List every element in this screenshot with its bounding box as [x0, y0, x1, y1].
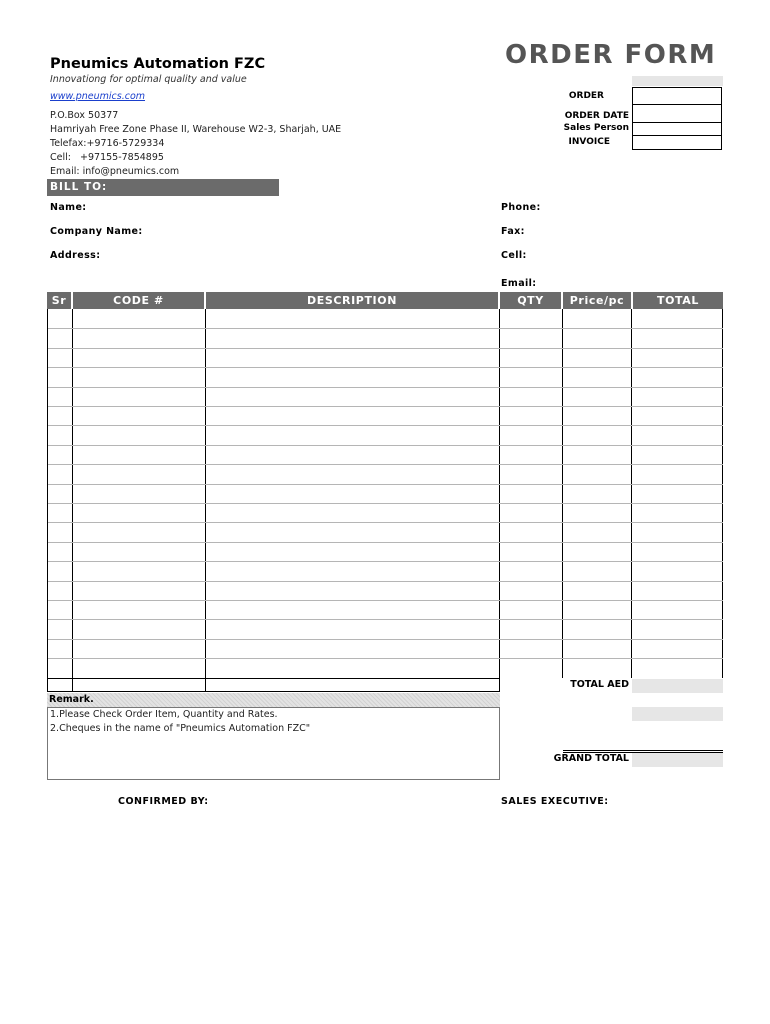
table-row-divider — [48, 387, 723, 388]
column-header-description: DESCRIPTION — [206, 292, 498, 309]
table-row-divider — [48, 464, 723, 465]
company-name: Pneumics Automation FZC — [50, 56, 266, 72]
table-row-divider — [48, 561, 723, 562]
table-row-divider — [48, 581, 723, 582]
column-header-qty: QTY — [500, 292, 561, 309]
company-website-link[interactable]: www.pneumics.com — [50, 91, 146, 102]
column-header-total: TOTAL — [633, 292, 723, 309]
fax-label: Fax: — [501, 226, 525, 237]
order-label: ORDER — [568, 91, 604, 101]
grand-total-label: GRAND TOTAL — [553, 753, 629, 764]
company-name-label: Company Name: — [50, 226, 143, 237]
remark-line-2: 2.Cheques in the name of "Pneumics Automation FZC" — [50, 723, 311, 734]
table-row-divider — [48, 367, 723, 368]
order-date-label: ORDER DATE — [564, 111, 629, 121]
table-row-divider — [48, 484, 723, 485]
form-title: ORDER FORM — [505, 40, 717, 70]
table-row-divider — [48, 406, 723, 407]
table-row-divider — [48, 348, 723, 349]
table-row-divider — [48, 658, 723, 659]
table-row-divider — [48, 619, 723, 620]
order-number-field[interactable] — [632, 87, 722, 105]
phone-label: Phone: — [501, 202, 541, 213]
table-row-divider — [48, 328, 723, 329]
table-row-divider — [48, 445, 723, 446]
column-header-code: CODE # — [73, 292, 204, 309]
sales-executive-label: SALES EXECUTIVE: — [501, 796, 609, 807]
address-pobox: P.O.Box 50377 — [50, 110, 119, 121]
name-label: Name: — [50, 202, 87, 213]
table-row-divider — [48, 503, 723, 504]
bill-to-header: BILL TO: — [47, 179, 279, 196]
total-aed-label: TOTAL AED — [570, 679, 629, 690]
table-row-divider — [48, 522, 723, 523]
order-date-field[interactable] — [632, 104, 722, 123]
sales-person-field[interactable] — [632, 122, 722, 136]
order-items-table[interactable] — [47, 309, 723, 692]
address-email: Email: info@pneumics.com — [50, 166, 180, 177]
address-location: Hamriyah Free Zone Phase II, Warehouse W2-3, Sharjah, UAE — [50, 124, 342, 135]
confirmed-by-label: CONFIRMED BY: — [118, 796, 209, 807]
title-underbar — [632, 76, 723, 86]
email-label: Email: — [501, 278, 537, 289]
address-cell: Cell: +97155-7854895 — [50, 152, 164, 163]
subtotal-extra-value[interactable] — [632, 707, 723, 721]
column-header-sr: Sr — [47, 292, 71, 309]
remark-header: Remark. — [47, 693, 500, 707]
grand-total-value[interactable] — [632, 753, 723, 767]
remark-line-1: 1.Please Check Order Item, Quantity and Rates. — [50, 709, 278, 720]
table-row-divider — [48, 425, 723, 426]
total-aed-value[interactable] — [632, 679, 723, 693]
table-row-divider — [48, 639, 723, 640]
invoice-field[interactable] — [632, 135, 722, 150]
table-row-divider — [48, 542, 723, 543]
cell-label: Cell: — [501, 250, 527, 261]
table-row-divider — [48, 600, 723, 601]
address-label: Address: — [50, 250, 101, 261]
sales-person-label: Sales Person — [563, 123, 629, 133]
grand-total-rule — [563, 750, 723, 751]
address-telefax: Telefax:+9716-5729334 — [50, 138, 165, 149]
column-header-price: Price/pc — [563, 292, 631, 309]
invoice-label: INVOICE — [568, 137, 610, 147]
company-tagline: Innovationg for optimal quality and value — [50, 74, 247, 85]
